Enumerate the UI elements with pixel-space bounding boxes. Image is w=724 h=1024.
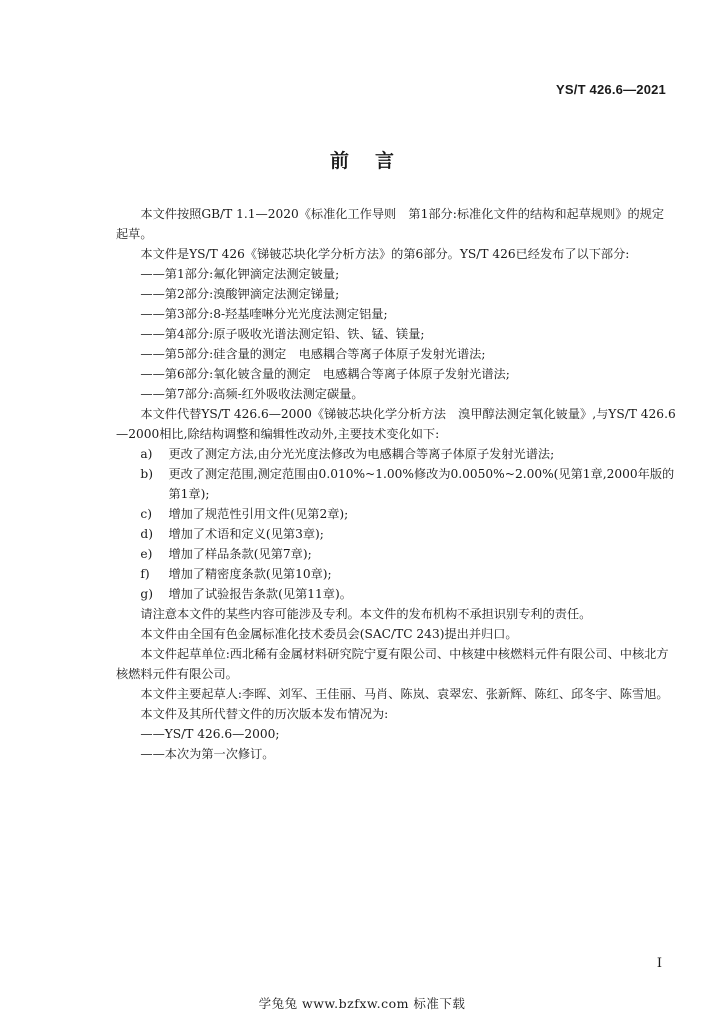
change-marker: f) xyxy=(140,567,150,581)
list-item: ——YS/T 426.6—2000; xyxy=(140,727,280,741)
change-text: 增加了术语和定义(见第3章); xyxy=(168,527,324,541)
change-item xyxy=(116,464,676,504)
paragraph-drafting-rules: 本文件按照GB/T 1.1—2020《标准化工作导则 第1部分:标准化文件的结构和起草规则》的规定起草。 xyxy=(116,207,665,241)
page-number: I xyxy=(656,956,662,971)
list-item: ——第3部分:8-羟基喹啉分光光度法测定铝量; xyxy=(140,307,388,321)
change-marker: c) xyxy=(140,507,152,521)
footer-watermark: 学兔兔 www.bzfxw.com 标准下载 xyxy=(258,996,466,1011)
change-item xyxy=(116,524,676,544)
paragraph-replacement: 本文件代替YS/T 426.6—2000《锑铍芯块化学分析方法 溴甲醇法测定氧化铍量》,与YS/T 426.6—2000相比,除结构调整和编辑性改动外,主要技术变化如下: xyxy=(116,407,676,441)
list-item: ——本次为第一次修订。 xyxy=(140,747,275,761)
change-marker: g) xyxy=(140,587,153,601)
list-item: ——第2部分:溴酸钾滴定法测定锑量; xyxy=(140,287,340,301)
change-marker: b) xyxy=(140,467,153,481)
change-text: 增加了样品条款(见第7章); xyxy=(168,547,312,561)
change-item xyxy=(116,544,676,564)
change-item xyxy=(116,504,676,524)
change-marker: e) xyxy=(140,547,153,561)
change-marker: a) xyxy=(140,447,153,461)
paragraph-history-intro: 本文件及其所代替文件的历次版本发布情况为: xyxy=(140,707,389,721)
change-text: 增加了规范性引用文件(见第2章); xyxy=(168,507,349,521)
change-text: 更改了测定方法,由分光光度法修改为电感耦合等离子体原子发射光谱法; xyxy=(168,447,555,461)
change-text: 更改了测定范围,测定范围由0.010%~1.00%修改为0.0050%~2.00%(见第1章,2000年版的第1章); xyxy=(168,467,675,501)
change-text: 增加了试验报告条款(见第11章)。 xyxy=(168,587,352,601)
paragraph-patent-notice: 请注意本文件的某些内容可能涉及专利。本文件的发布机构不承担识别专利的责任。 xyxy=(140,607,592,621)
paragraph-drafting-units: 本文件起草单位:西北稀有金属材料研究院宁夏有限公司、中核建中核燃料元件有限公司、中核北方核燃料元件有限公司。 xyxy=(116,647,669,681)
paragraph-series-intro: 本文件是YS/T 426《锑铍芯块化学分析方法》的第6部分。YS/T 426已经发布了以下部分: xyxy=(140,247,630,261)
list-item: ——第1部分:氟化钾滴定法测定铍量; xyxy=(140,267,340,281)
foreword-body xyxy=(116,204,676,764)
change-marker: d) xyxy=(140,527,153,541)
change-item xyxy=(116,564,676,584)
list-item: ——第5部分:硅含量的测定 电感耦合等离子体原子发射光谱法; xyxy=(140,347,486,361)
paragraph-drafters: 本文件主要起草人:李晖、刘军、王佳丽、马肖、陈岚、袁翠宏、张新辉、陈红、邱冬宇、陈雪旭。 xyxy=(140,687,669,701)
list-item: ——第6部分:氧化铍含量的测定 电感耦合等离子体原子发射光谱法; xyxy=(140,367,510,381)
list-item: ——第4部分:原子吸收光谱法测定铅、铁、锰、镁量; xyxy=(140,327,425,341)
change-item xyxy=(116,584,676,604)
paragraph-committee: 本文件由全国有色金属标准化技术委员会(SAC/TC 243)提出并归口。 xyxy=(140,627,518,641)
list-item: ——第7部分:高频-红外吸收法测定碳量。 xyxy=(140,387,364,401)
page-title: 前言 xyxy=(329,150,420,172)
change-text: 增加了精密度条款(见第10章); xyxy=(168,567,332,581)
change-item xyxy=(116,444,676,464)
standard-number: YS/T 426.6—2021 xyxy=(556,82,666,97)
